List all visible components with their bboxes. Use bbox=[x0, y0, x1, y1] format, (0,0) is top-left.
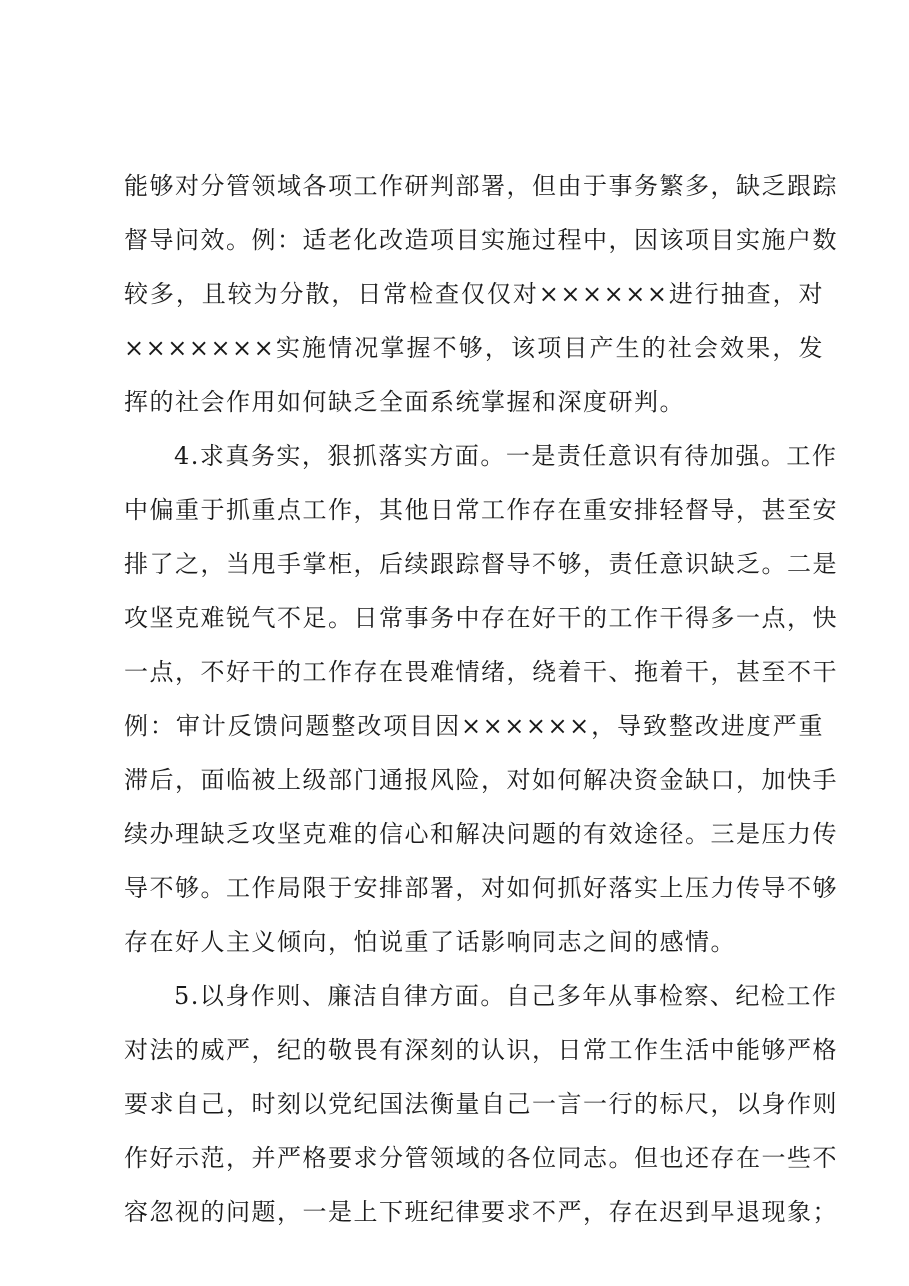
text-line: ×××××××实施情况掌握不够，该项目产生的社会效果，发 bbox=[124, 334, 824, 362]
text-line: 对法的威严，纪的敬畏有深刻的认识，日常工作生活中能够严格 bbox=[124, 1036, 838, 1064]
text-line: 导不够。工作局限于安排部署，对如何抓好落实上压力传导不够 bbox=[124, 874, 838, 902]
text-line: 攻坚克难锐气不足。日常事务中存在好干的工作干得多一点，快 bbox=[124, 604, 838, 632]
paragraph-supervision bbox=[124, 159, 838, 429]
text-line: 存在好人主义倾向，怕说重了话影响同志之间的感情。 bbox=[124, 928, 736, 956]
text-line: 容忽视的问题，一是上下班纪律要求不严，存在迟到早退现象； bbox=[124, 1198, 838, 1226]
text-line: 挥的社会作用如何缺乏全面系统掌握和深度研判。 bbox=[124, 388, 685, 416]
text-line: 要求自己，时刻以党纪国法衡量自己一言一行的标尺，以身作则 bbox=[124, 1090, 838, 1118]
text-line: 5.以身作则、廉洁自律方面。自己多年从事检察、纪检工作 bbox=[174, 982, 838, 1010]
text-line: 滞后，面临被上级部门通报风险，对如何解决资金缺口，加快手 bbox=[124, 766, 838, 794]
text-line: 能够对分管领域各项工作研判部署，但由于事务繁多，缺乏跟踪 bbox=[124, 172, 838, 200]
text-line: 4.求真务实，狠抓落实方面。一是责任意识有待加强。工作 bbox=[174, 442, 838, 470]
text-line: 例：审计反馈问题整改项目因××××××，导致整改进度严重 bbox=[124, 712, 824, 740]
paragraph-item-4 bbox=[124, 429, 838, 969]
text-line: 作好示范，并严格要求分管领域的各位同志。但也还存在一些不 bbox=[124, 1144, 838, 1172]
document-body bbox=[124, 159, 838, 1239]
text-line: 排了之，当甩手掌柜，后续跟踪督导不够，责任意识缺乏。二是 bbox=[124, 550, 838, 578]
text-line: 较多，且较为分散，日常检查仅仅对××××××进行抽查，对 bbox=[124, 280, 824, 308]
paragraph-item-5 bbox=[124, 969, 838, 1239]
text-line: 一点，不好干的工作存在畏难情绪，绕着干、拖着干，甚至不干 bbox=[124, 658, 838, 686]
text-line: 中偏重于抓重点工作，其他日常工作存在重安排轻督导，甚至安 bbox=[124, 496, 838, 524]
text-line: 督导问效。例：适老化改造项目实施过程中，因该项目实施户数 bbox=[124, 226, 838, 254]
text-line: 续办理缺乏攻坚克难的信心和解决问题的有效途径。三是压力传 bbox=[124, 820, 838, 848]
